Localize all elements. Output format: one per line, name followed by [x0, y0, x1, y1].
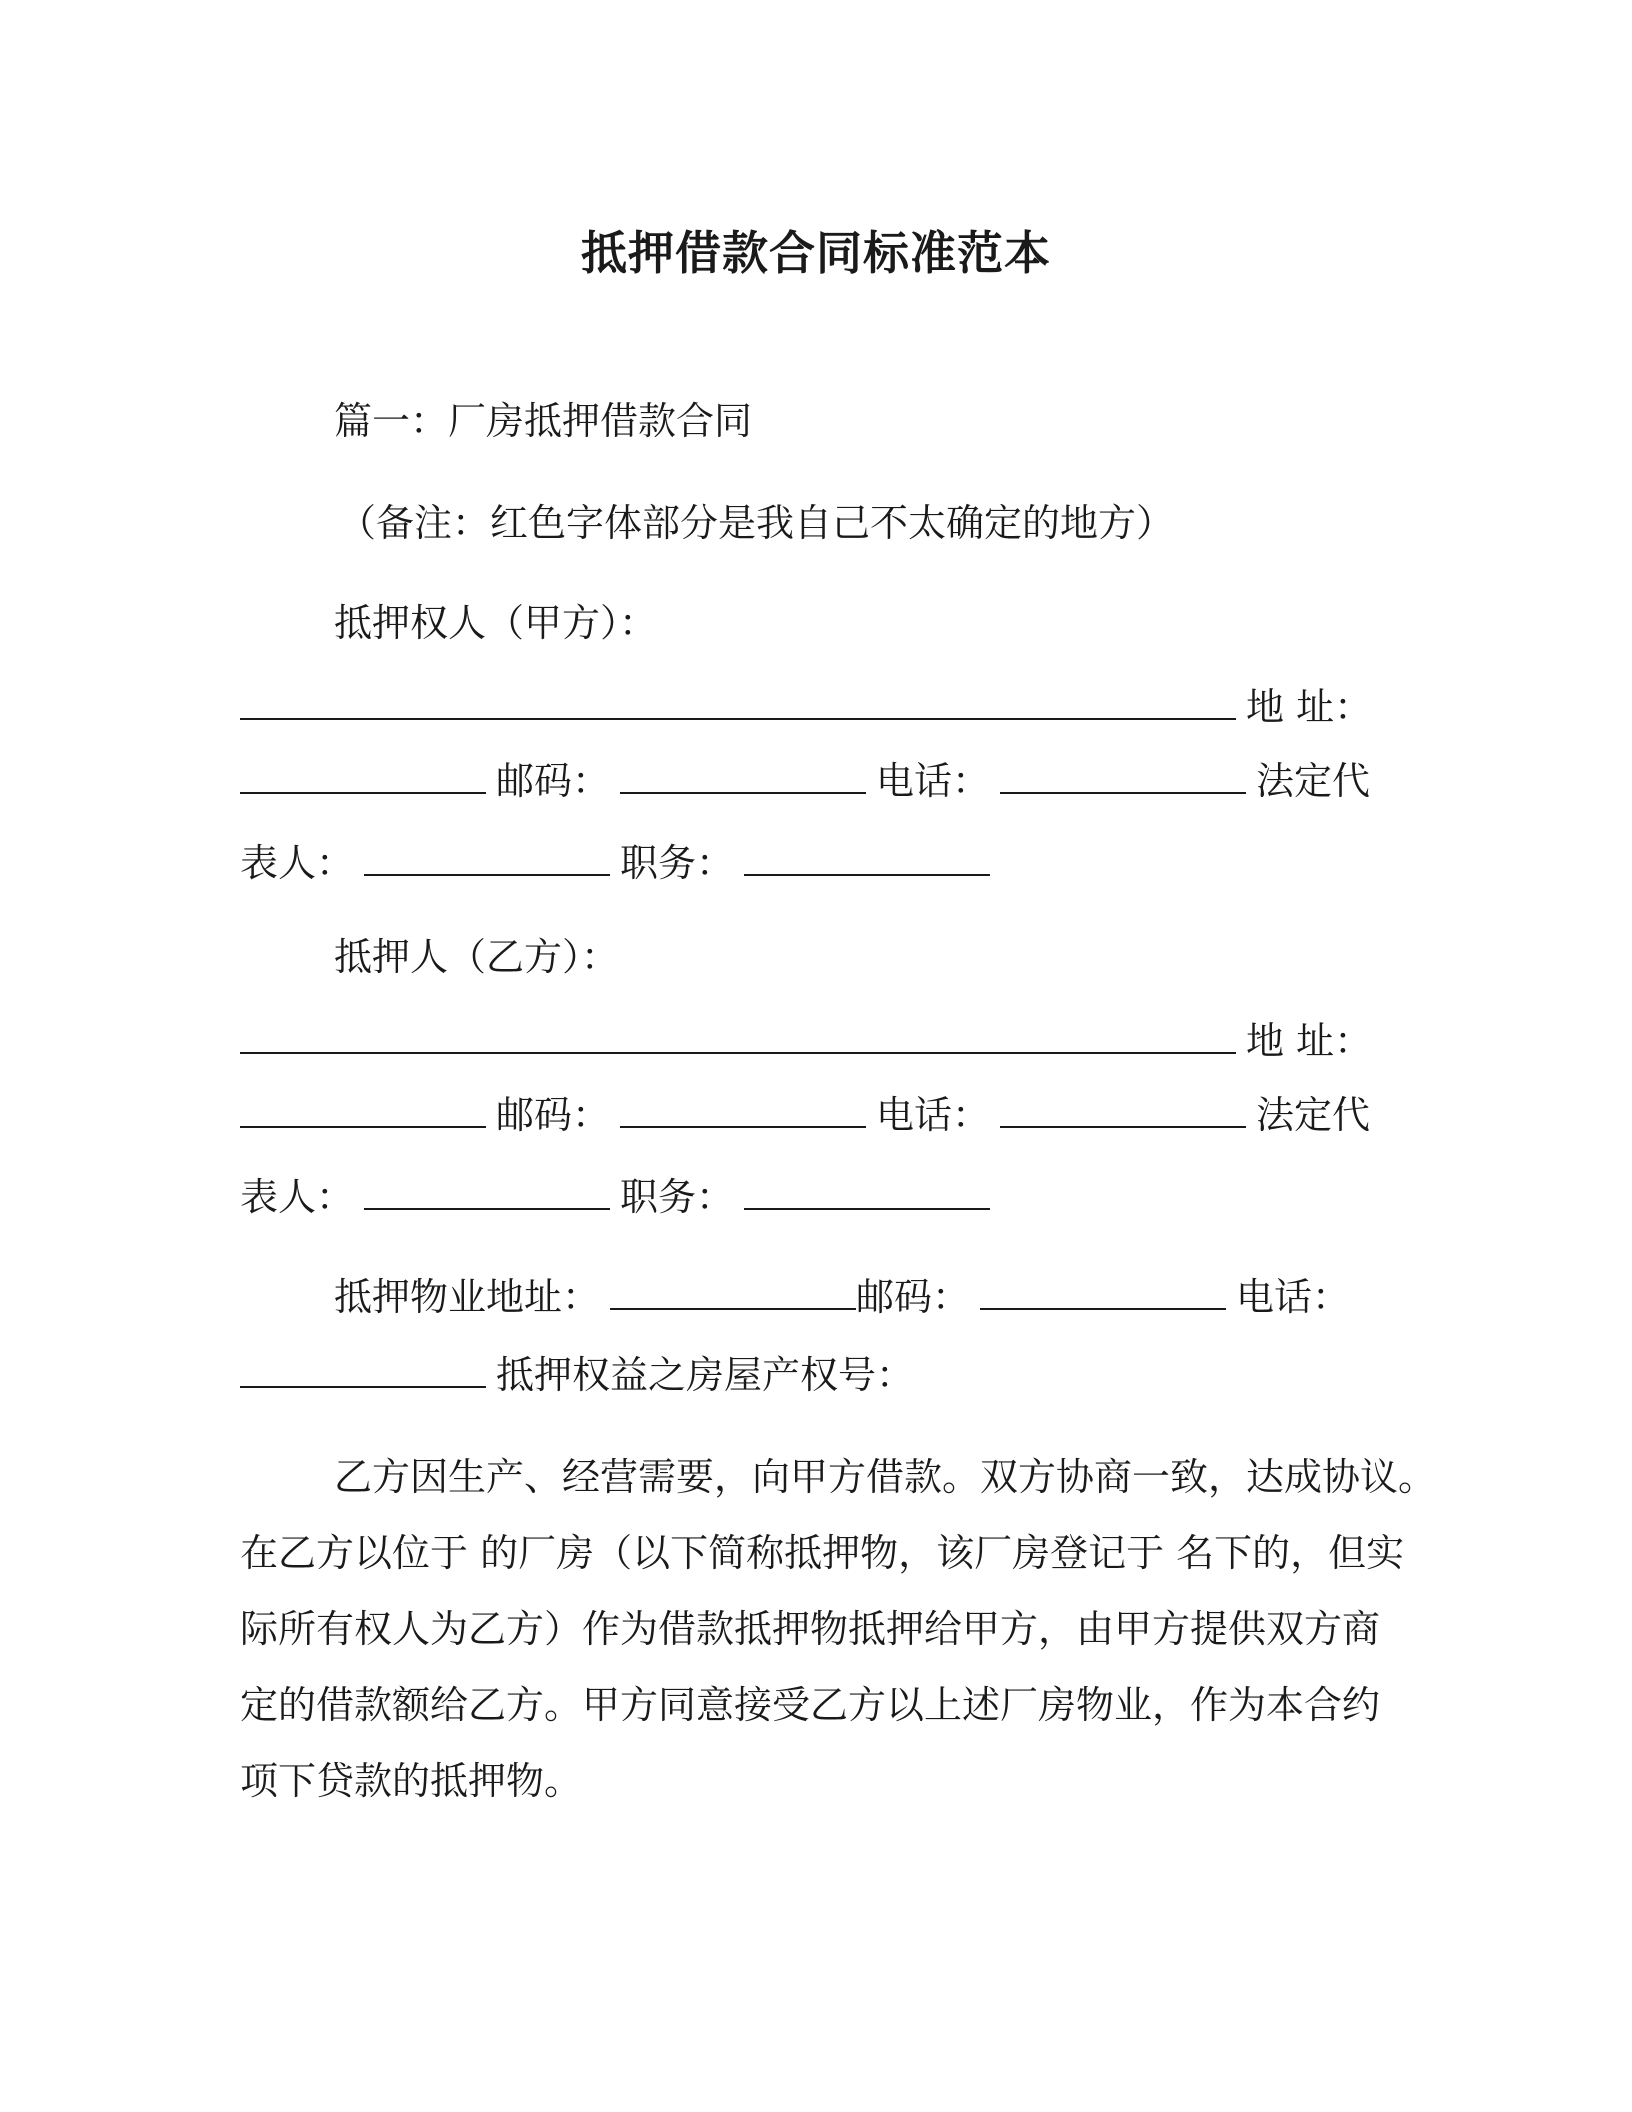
party-a-position-blank[interactable]: [744, 840, 990, 876]
party-a-postcode-label: 邮码：: [496, 759, 611, 803]
party-b-phone-label: 电话：: [876, 1093, 991, 1137]
party-b-phone-blank[interactable]: [1000, 1092, 1246, 1128]
property-address-blank[interactable]: [610, 1274, 856, 1310]
party-a-position-label: 职务：: [620, 841, 735, 885]
party-b-rep-row: [240, 1174, 990, 1220]
party-a-legal-rep-blank[interactable]: [364, 840, 610, 876]
party-a-contact-row: [240, 758, 1370, 804]
property-title-row: [240, 1352, 914, 1398]
body-line-3: 际所有权人为乙方）作为借款抵押物抵押给甲方，由甲方提供双方商: [240, 1607, 1381, 1651]
party-b-heading: 抵押人（乙方）：: [334, 935, 620, 979]
party-a-legal-rep-label-cont: 表人：: [240, 841, 355, 885]
party-a-phone-blank[interactable]: [1000, 758, 1246, 794]
property-title-no-label: 抵押权益之房屋产权号：: [496, 1353, 915, 1397]
party-a-rep-row: [240, 840, 990, 886]
property-address-label: 抵押物业地址：: [334, 1275, 601, 1319]
body-line-5: 项下贷款的抵押物。: [240, 1759, 583, 1803]
party-a-name-row: [240, 684, 1372, 730]
party-a-address-blank[interactable]: [240, 758, 486, 794]
section-heading: 篇一：厂房抵押借款合同: [334, 399, 753, 443]
party-b-position-label: 职务：: [620, 1175, 735, 1219]
party-a-phone-label: 电话：: [876, 759, 991, 803]
property-row: [334, 1274, 1350, 1320]
property-phone-blank[interactable]: [240, 1352, 486, 1388]
party-b-name-row: [240, 1018, 1372, 1064]
party-b-address-label: 地 址：: [1246, 1019, 1373, 1063]
party-b-legal-rep-label: 法定代: [1256, 1093, 1371, 1137]
document-title: 抵押借款合同标准范本: [581, 226, 1051, 280]
note-text: （备注：红色字体部分是我自己不太确定的地方）: [338, 501, 1175, 545]
property-postcode-label: 邮码：: [856, 1275, 971, 1319]
party-a-heading: 抵押权人（甲方）：: [334, 601, 658, 645]
body-line-2: 在乙方以位于 的厂房（以下简称抵押物，该厂房登记于 名下的，但实: [240, 1531, 1405, 1575]
party-b-address-blank[interactable]: [240, 1092, 486, 1128]
party-a-postcode-blank[interactable]: [620, 758, 866, 794]
party-b-position-blank[interactable]: [744, 1174, 990, 1210]
party-b-legal-rep-label-cont: 表人：: [240, 1175, 355, 1219]
party-b-postcode-blank[interactable]: [620, 1092, 866, 1128]
property-postcode-blank[interactable]: [980, 1274, 1226, 1310]
body-line-1: 乙方因生产、经营需要，向甲方借款。双方协商一致，达成协议。: [334, 1455, 1437, 1499]
party-a-legal-rep-label: 法定代: [1256, 759, 1371, 803]
property-phone-label: 电话：: [1236, 1275, 1351, 1319]
body-line-4: 定的借款额给乙方。甲方同意接受乙方以上述厂房物业，作为本合约: [240, 1683, 1381, 1727]
party-b-name-blank[interactable]: [240, 1018, 1236, 1054]
party-b-legal-rep-blank[interactable]: [364, 1174, 610, 1210]
party-a-name-blank[interactable]: [240, 684, 1236, 720]
party-b-postcode-label: 邮码：: [496, 1093, 611, 1137]
party-a-address-label: 地 址：: [1246, 685, 1373, 729]
party-b-contact-row: [240, 1092, 1370, 1138]
